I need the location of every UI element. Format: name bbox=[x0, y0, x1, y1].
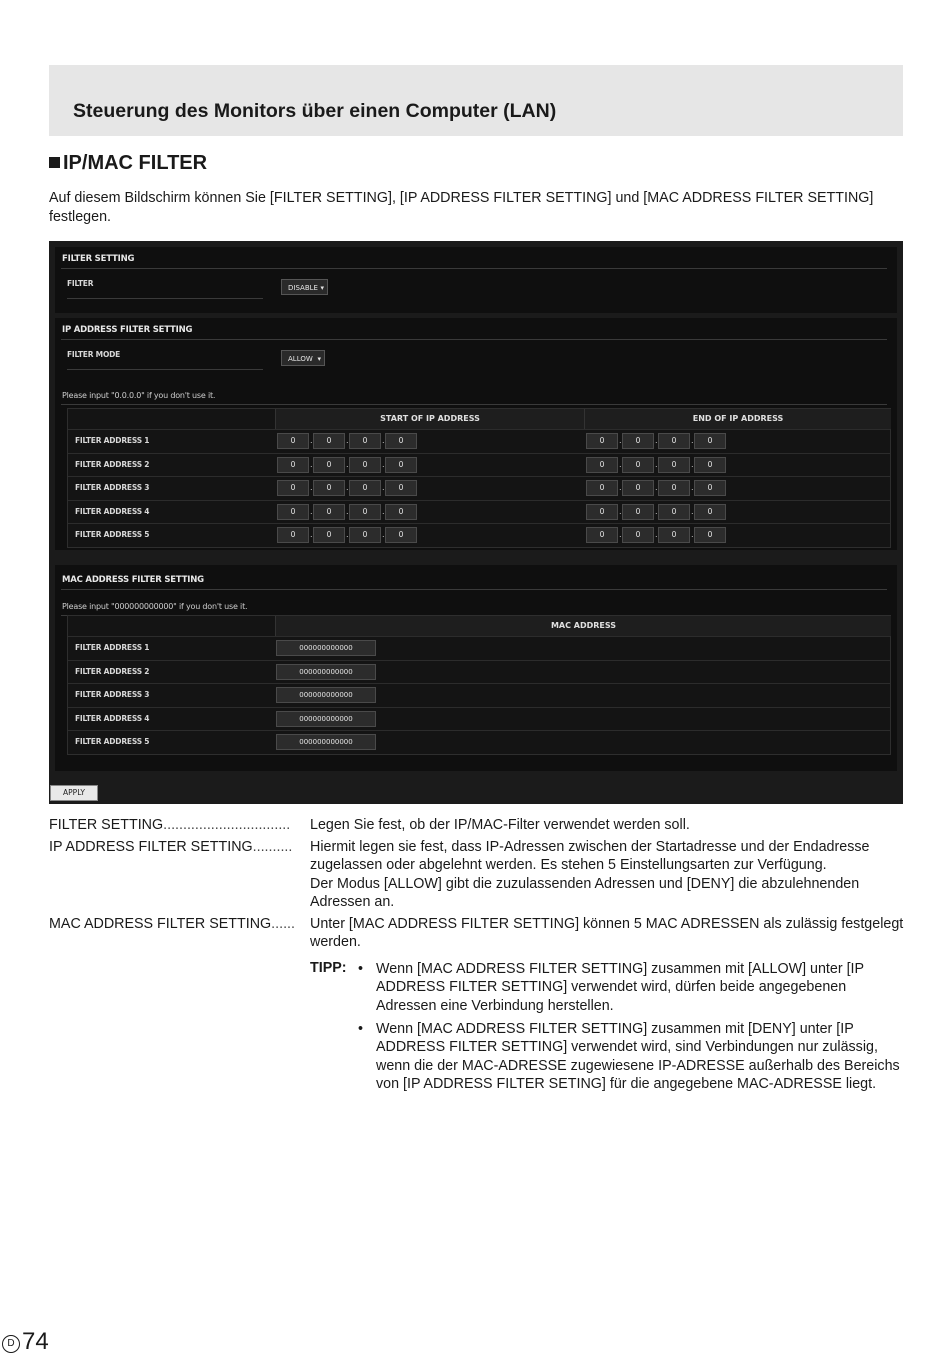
ip-filter-panel bbox=[55, 318, 897, 550]
table-row bbox=[68, 636, 890, 661]
tip-item bbox=[358, 1020, 903, 1093]
filter-label: FILTER bbox=[67, 279, 94, 288]
square-bullet-icon bbox=[49, 157, 60, 168]
tip-label: TIPP: bbox=[310, 960, 347, 976]
start-octet-4[interactable]: 0 bbox=[385, 433, 417, 449]
end-octet-2[interactable]: 0 bbox=[622, 504, 654, 520]
mac-filter-title: MAC ADDRESS FILTER SETTING bbox=[62, 575, 204, 585]
bullet-icon: • bbox=[358, 1021, 364, 1037]
ip-hint-text: Please input "0.0.0.0" if you don't use it. bbox=[62, 391, 216, 400]
dot: . bbox=[619, 530, 622, 539]
tip-item bbox=[358, 960, 903, 1015]
start-octet-3[interactable]: 0 bbox=[349, 433, 381, 449]
mac-address-input[interactable]: 000000000000 bbox=[276, 711, 376, 727]
end-octet-3[interactable]: 0 bbox=[658, 504, 690, 520]
apply-button[interactable]: APPLY bbox=[50, 785, 98, 801]
filter-setting-panel bbox=[55, 247, 897, 313]
filter-mode-select[interactable] bbox=[281, 350, 325, 366]
dot: . bbox=[655, 530, 658, 539]
mac-hint-text: Please input "000000000000" if you don't use it. bbox=[62, 602, 248, 611]
end-octet-2[interactable]: 0 bbox=[622, 457, 654, 473]
table-row bbox=[68, 429, 890, 454]
dot: . bbox=[655, 436, 658, 445]
end-octet-2[interactable]: 0 bbox=[622, 480, 654, 496]
filter-mode-value: ALLOW bbox=[288, 355, 313, 363]
dot: . bbox=[691, 530, 694, 539]
end-octet-1[interactable]: 0 bbox=[586, 433, 618, 449]
start-octet-3[interactable]: 0 bbox=[349, 480, 381, 496]
dot: . bbox=[310, 436, 313, 445]
dot: . bbox=[310, 506, 313, 516]
table-row bbox=[68, 453, 890, 478]
end-octet-1[interactable]: 0 bbox=[586, 480, 618, 496]
dot: . bbox=[310, 483, 313, 492]
page-number bbox=[2, 1328, 49, 1356]
end-octet-3[interactable]: 0 bbox=[658, 457, 690, 473]
filter-setting-title: FILTER SETTING bbox=[62, 254, 135, 264]
end-octet-3[interactable]: 0 bbox=[658, 527, 690, 543]
def-text: Der Modus [ALLOW] gibt die zuzulassenden Adressen und [DENY] die abzulehnenden Adressen an. bbox=[310, 875, 860, 910]
term-filter-setting bbox=[49, 816, 309, 834]
end-octet-1[interactable]: 0 bbox=[586, 504, 618, 520]
end-octet-4[interactable]: 0 bbox=[694, 457, 726, 473]
start-octet-2[interactable]: 0 bbox=[313, 457, 345, 473]
term-text: IP ADDRESS FILTER SETTING bbox=[49, 839, 253, 855]
row-label: FILTER ADDRESS 2 bbox=[75, 666, 150, 676]
start-octet-1[interactable]: 0 bbox=[277, 457, 309, 473]
start-octet-3[interactable]: 0 bbox=[349, 527, 381, 543]
end-octet-2[interactable]: 0 bbox=[622, 527, 654, 543]
row-label: FILTER ADDRESS 4 bbox=[75, 506, 150, 516]
bullet-icon: • bbox=[358, 961, 364, 977]
divider bbox=[61, 268, 887, 269]
mac-address-input[interactable]: 000000000000 bbox=[276, 734, 376, 750]
end-octet-4[interactable]: 0 bbox=[694, 433, 726, 449]
chevron-down-icon: ▾ bbox=[320, 284, 324, 292]
table-row bbox=[68, 523, 890, 548]
dot: . bbox=[346, 483, 349, 492]
ip-mac-filter-screen bbox=[49, 241, 903, 804]
page-number-text: 74 bbox=[22, 1328, 49, 1355]
table-row bbox=[68, 500, 890, 525]
mac-address-input[interactable]: 000000000000 bbox=[276, 664, 376, 680]
dot: . bbox=[691, 436, 694, 445]
table-row bbox=[68, 730, 890, 755]
end-octet-4[interactable]: 0 bbox=[694, 504, 726, 520]
table-row bbox=[68, 683, 890, 708]
end-octet-1[interactable]: 0 bbox=[586, 527, 618, 543]
chevron-down-icon: ▾ bbox=[317, 355, 321, 363]
dot: . bbox=[382, 530, 385, 539]
start-octet-2[interactable]: 0 bbox=[313, 480, 345, 496]
filter-mode-label: FILTER MODE bbox=[67, 350, 121, 359]
row-label: FILTER ADDRESS 3 bbox=[75, 690, 150, 699]
divider bbox=[61, 404, 887, 405]
section-title bbox=[49, 152, 207, 175]
page-header-title: Steuerung des Monitors über einen Computer (LAN) bbox=[73, 100, 557, 122]
start-octet-2[interactable]: 0 bbox=[313, 433, 345, 449]
start-octet-3[interactable]: 0 bbox=[349, 457, 381, 473]
ip-filter-title: IP ADDRESS FILTER SETTING bbox=[62, 325, 193, 335]
def-filter-setting bbox=[310, 816, 905, 834]
header-band bbox=[49, 65, 903, 136]
dot: . bbox=[619, 506, 622, 516]
dot: . bbox=[691, 483, 694, 492]
language-mark-icon: D bbox=[2, 1335, 20, 1353]
intro-paragraph: Auf diesem Bildschirm können Sie [FILTER SETTING], [IP ADDRESS FILTER SETTING] und [MAC ADDRESS FILTER SETTING] festlegen. bbox=[49, 190, 874, 225]
filter-select-value: DISABLE bbox=[288, 284, 318, 292]
divider bbox=[61, 339, 887, 340]
dot: . bbox=[655, 459, 658, 469]
leader-dots: ................................ bbox=[163, 817, 291, 833]
end-octet-3[interactable]: 0 bbox=[658, 433, 690, 449]
dot: . bbox=[382, 506, 385, 516]
divider bbox=[61, 589, 887, 590]
dot: . bbox=[619, 459, 622, 469]
dot: . bbox=[382, 483, 385, 492]
dot: . bbox=[655, 506, 658, 516]
divider bbox=[67, 369, 263, 370]
col-mac-address: MAC ADDRESS bbox=[275, 616, 891, 636]
end-octet-3[interactable]: 0 bbox=[658, 480, 690, 496]
filter-select[interactable] bbox=[281, 279, 328, 295]
def-text: Hiermit legen sie fest, dass IP-Adressen zwischen der Startadresse und der Endadresse zugelassen oder abgelehnt werden. Es stehen 5 Einstellungsarten zur Verfügung. bbox=[310, 839, 870, 874]
dot: . bbox=[346, 530, 349, 539]
def-ip-filter bbox=[310, 838, 905, 911]
start-octet-2[interactable]: 0 bbox=[313, 527, 345, 543]
table-row bbox=[68, 476, 890, 501]
dot: . bbox=[655, 483, 658, 492]
dot: . bbox=[691, 506, 694, 516]
start-octet-3[interactable]: 0 bbox=[349, 504, 381, 520]
divider bbox=[67, 298, 263, 299]
end-octet-4[interactable]: 0 bbox=[694, 480, 726, 496]
dot: . bbox=[346, 459, 349, 469]
row-label: FILTER ADDRESS 1 bbox=[75, 436, 150, 445]
end-octet-1[interactable]: 0 bbox=[586, 457, 618, 473]
row-label: FILTER ADDRESS 2 bbox=[75, 459, 150, 469]
mac-filter-panel bbox=[55, 565, 897, 771]
end-octet-2[interactable]: 0 bbox=[622, 433, 654, 449]
dot: . bbox=[382, 459, 385, 469]
start-octet-1[interactable]: 0 bbox=[277, 504, 309, 520]
ip-filter-table bbox=[67, 408, 891, 548]
row-label: FILTER ADDRESS 1 bbox=[75, 643, 150, 652]
leader-dots: .......... bbox=[252, 839, 293, 855]
table-row bbox=[68, 660, 890, 685]
tip-text: Wenn [MAC ADDRESS FILTER SETTING] zusammen mit [DENY] unter [IP ADDRESS FILTER SETTING] verwendet wird, sind Verbindungen nur zulässig, wenn die der MAC-ADRESSE zugewiesene IP-ADRESSE außerhalb des Bereichs von [IP ADDRESS FILTER SETING] für die angegebene MAC-ADRESSE liegt. bbox=[376, 1021, 900, 1092]
start-octet-4[interactable]: 0 bbox=[385, 480, 417, 496]
col-start-ip: START OF IP ADDRESS bbox=[275, 409, 584, 429]
dot: . bbox=[346, 436, 349, 445]
dot: . bbox=[619, 483, 622, 492]
end-octet-4[interactable]: 0 bbox=[694, 527, 726, 543]
dot: . bbox=[691, 459, 694, 469]
table-row bbox=[68, 707, 890, 732]
term-mac-filter bbox=[49, 915, 309, 933]
row-label: FILTER ADDRESS 3 bbox=[75, 483, 150, 492]
start-octet-4[interactable]: 0 bbox=[385, 527, 417, 543]
dot: . bbox=[382, 436, 385, 445]
dot: . bbox=[310, 530, 313, 539]
start-octet-4[interactable]: 0 bbox=[385, 504, 417, 520]
start-octet-2[interactable]: 0 bbox=[313, 504, 345, 520]
dot: . bbox=[346, 506, 349, 516]
row-label: FILTER ADDRESS 5 bbox=[75, 737, 150, 746]
mac-filter-table bbox=[67, 615, 891, 755]
mac-address-input[interactable]: 000000000000 bbox=[276, 640, 376, 656]
start-octet-1[interactable]: 0 bbox=[277, 527, 309, 543]
start-octet-4[interactable]: 0 bbox=[385, 457, 417, 473]
col-end-ip: END OF IP ADDRESS bbox=[584, 409, 891, 429]
def-mac-filter bbox=[310, 915, 905, 952]
row-label: FILTER ADDRESS 4 bbox=[75, 713, 150, 723]
term-text: MAC ADDRESS FILTER SETTING bbox=[49, 916, 272, 932]
mac-address-input[interactable]: 000000000000 bbox=[276, 687, 376, 703]
leader-dots: ...... bbox=[271, 916, 296, 932]
dot: . bbox=[310, 459, 313, 469]
dot: . bbox=[619, 436, 622, 445]
term-text: FILTER SETTING bbox=[49, 817, 164, 833]
start-octet-1[interactable]: 0 bbox=[277, 433, 309, 449]
def-text: Legen Sie fest, ob der IP/MAC-Filter verwendet werden soll. bbox=[310, 817, 690, 833]
tip-text: Wenn [MAC ADDRESS FILTER SETTING] zusammen mit [ALLOW] unter [IP ADDRESS FILTER SETTING] verwendet wird, dürfen beide angegebenen Adressen eine Verbindung herstellen. bbox=[376, 961, 864, 1014]
row-label: FILTER ADDRESS 5 bbox=[75, 530, 150, 539]
start-octet-1[interactable]: 0 bbox=[277, 480, 309, 496]
section-title-text: IP/MAC FILTER bbox=[63, 152, 208, 174]
term-ip-filter bbox=[49, 838, 309, 856]
def-text: Unter [MAC ADDRESS FILTER SETTING] können 5 MAC ADRESSEN als zulässig festgelegt werden. bbox=[310, 916, 904, 951]
